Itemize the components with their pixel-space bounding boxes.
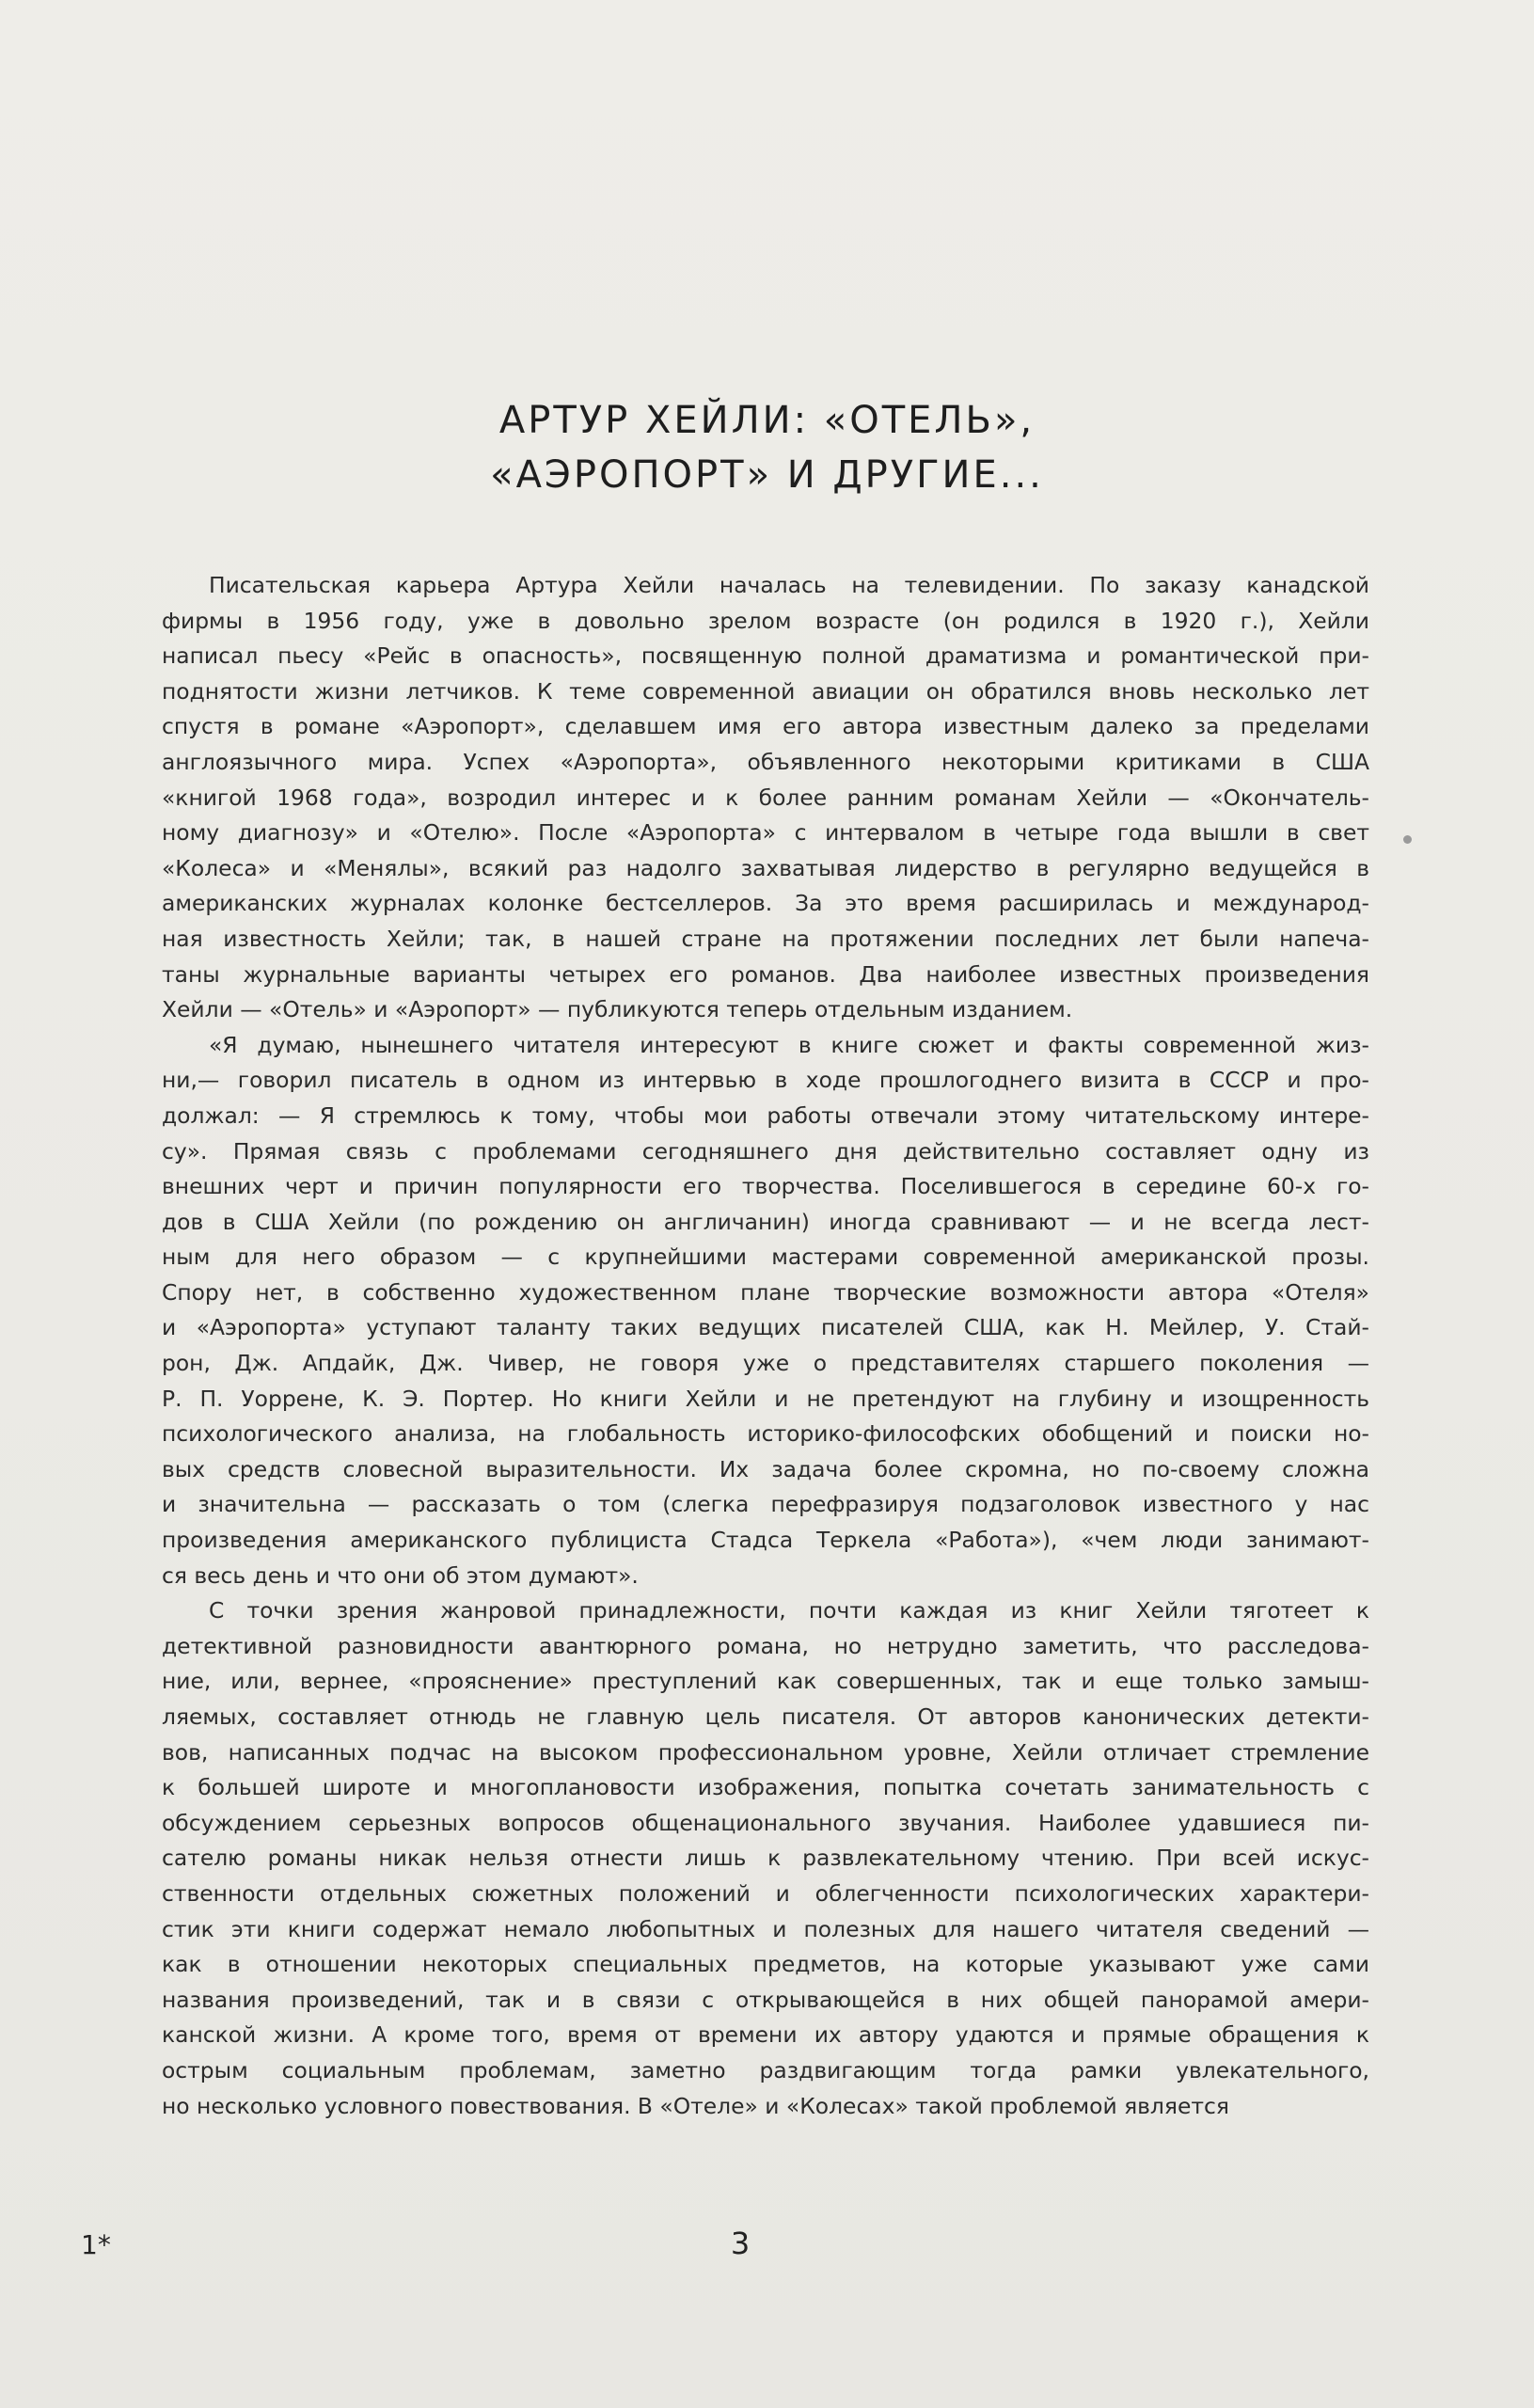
paragraph	[162, 1593, 1369, 2124]
article-body	[162, 568, 1369, 2124]
text-line: вых средств словесной выразительности. Их задача более скромна, но по-своему сложна	[162, 1455, 1369, 1482]
text-line: дов в США Хейли (по рождению он англичанин) иногда сравнивают — и не всегда лест-	[162, 1208, 1369, 1235]
text-line: произведения американского публициста Стадса Теркела «Работа»), «чем люди занимают-	[162, 1527, 1369, 1554]
paragraph	[162, 568, 1369, 1028]
text-line: ние, или, вернее, «прояснение» преступлений как совершенных, так и еще только замыш-	[162, 1668, 1369, 1695]
text-line: и «Аэропорта» уступают таланту таких ведущих писателей США, как Н. Мейлер, У. Стай-	[162, 1314, 1369, 1341]
text-line: Писательская карьера Артура Хейли началась на телевидении. По заказу канадской	[209, 572, 1369, 598]
text-line: таны журнальные варианты четырех его романов. Два наиболее известных произведения	[162, 960, 1369, 988]
text-line: Спору нет, в собственно художественном плане творческие возможности автора «Отеля»	[162, 1278, 1369, 1306]
text-line: поднятости жизни летчиков. К теме современной авиации он обратился вновь несколько лет	[162, 677, 1369, 705]
text-line: спустя в романе «Аэропорт», сделавшем имя его автора известным далеко за пределами	[162, 713, 1369, 740]
signature-mark: 1*	[81, 2229, 111, 2260]
text-line: обсуждением серьезных вопросов общенационального звучания. Наиболее удавшиеся пи-	[162, 1809, 1369, 1836]
text-line: детективной разновидности авантюрного романа, но нетрудно заметить, что расследова-	[162, 1632, 1369, 1659]
text-line: су». Прямая связь с проблемами сегодняшнего дня действительно составляет одну из	[162, 1137, 1369, 1164]
text-line: острым социальным проблемам, заметно раздвигающим тогда рамки увлекательного,	[162, 2056, 1369, 2083]
text-line: как в отношении некоторых специальных предметов, на которые указывают уже сами	[162, 1951, 1369, 1978]
text-line: фирмы в 1956 году, уже в довольно зрелом возрасте (он родился в 1920 г.), Хейли	[162, 607, 1369, 634]
text-line: С точки зрения жанровой принадлежности, почти каждая из книг Хейли тяготеет к	[209, 1597, 1369, 1624]
text-line: к большей широте и многоплановости изображения, попытка сочетать занимательность с	[162, 1774, 1369, 1801]
text-line: Р. П. Уоррене, К. Э. Портер. Но книги Хейли и не претендуют на глубину и изощренность	[162, 1385, 1369, 1412]
text-line: американских журналах колонке бестселлеров. За это время расширилась и международ-	[162, 890, 1369, 917]
text-line: написал пьесу «Рейс в опасность», посвященную полной драматизма и романтической при-	[162, 642, 1369, 670]
text-line: «книгой 1968 года», возродил интерес и к более ранним романам Хейли — «Окончатель-	[162, 784, 1369, 811]
text-line: и значительна — рассказать о том (слегка перефразируя подзаголовок известного у нас	[162, 1491, 1369, 1518]
text-line: ственности отдельных сюжетных положений и облегченности психологических характери-	[162, 1879, 1369, 1907]
paper-speck	[1403, 835, 1412, 844]
text-line: англоязычного мира. Успех «Аэропорта», объявленного некоторыми критиками в США	[162, 748, 1369, 775]
text-line: психологического анализа, на глобальность историко-философских обобщений и поиски но-	[162, 1420, 1369, 1448]
page-number: 3	[730, 2226, 751, 2261]
text-line: стик эти книги содержат немало любопытных и полезных для нашего читателя сведений —	[162, 1915, 1369, 1942]
text-line: внешних черт и причин популярности его творчества. Поселившегося в середине 60-х го-	[162, 1173, 1369, 1200]
text-line: ная известность Хейли; так, в нашей стране на протяжении последних лет были напеча-	[162, 925, 1369, 952]
text-line: «Колеса» и «Менялы», всякий раз надолго захватывая лидерство в регулярно ведущейся в	[162, 854, 1369, 881]
title-line-1: АРТУР ХЕЙЛИ: «ОТЕЛЬ»,	[498, 399, 1036, 442]
text-line: вов, написанных подчас на высоком профессиональном уровне, Хейли отличает стремление	[162, 1738, 1369, 1766]
title-line-2: «АЭРОПОРТ» И ДРУГИЕ...	[490, 453, 1044, 497]
text-line: ни,— говорил писатель в одном из интервью в ходе прошлогоднего визита в СССР и про-	[162, 1067, 1369, 1094]
text-line: ным для него образом — с крупнейшими мастерами современной американской прозы.	[162, 1244, 1369, 1271]
article-title	[0, 393, 1534, 502]
text-line: должал: — Я стремлюсь к тому, чтобы мои работы отвечали этому читательскому интере-	[162, 1101, 1369, 1129]
text-line: сателю романы никак нельзя отнести лишь к развлекательному чтению. При всей искус-	[162, 1845, 1369, 1872]
text-line: канской жизни. А кроме того, время от времени их автору удаются и прямые обращения к	[162, 2021, 1369, 2049]
text-line: ляемых, составляет отнюдь не главную цель писателя. От авторов канонических детекти-	[162, 1703, 1369, 1730]
text-line: Хейли — «Отель» и «Аэропорт» — публикуются теперь отдельным изданием.	[162, 996, 1073, 1023]
text-line: рон, Дж. Апдайк, Дж. Чивер, не говоря уже о представителях старшего поколения —	[162, 1350, 1369, 1377]
text-line: ному диагнозу» и «Отелю». После «Аэропорта» с интервалом в четыре года вышли в свет	[162, 819, 1369, 847]
text-line: ся весь день и что они об этом думают».	[162, 1561, 639, 1589]
text-line: но несколько условного повествования. В «Отеле» и «Колесах» такой проблемой является	[162, 2092, 1229, 2119]
text-line: «Я думаю, нынешнего читателя интересуют в книге сюжет и факты современной жиз-	[209, 1031, 1369, 1058]
paragraph	[162, 1028, 1369, 1594]
text-line: названия произведений, так и в связи с открывающейся в них общей панорамой амери-	[162, 1986, 1369, 2013]
